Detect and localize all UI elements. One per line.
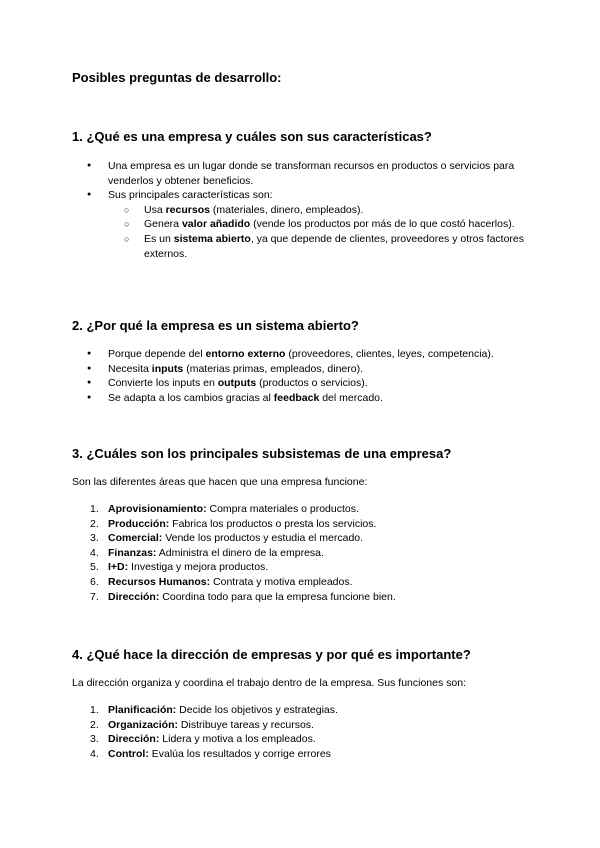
sub-list: [108, 203, 532, 261]
sub-list-item: ○ Genera valor añadido (vende los productos por más de lo que costó hacerlos).: [72, 217, 532, 232]
sub-list-item: ○ Es un sistema abierto, ya que depende de clientes, proveedores y otros factores externos.: [72, 232, 532, 261]
list-item: ● Una empresa es un lugar donde se transforman recursos en productos o servicios para venderlos y obtener beneficios.: [72, 159, 532, 188]
list-item: ● Sus principales características son: ○ Usa recursos (materiales, dinero, empleados). ○ Genera valor añadido (vende los productos por más de lo que costó hacerlos). ○ Es un sistema abierto, ya que depende de clientes, proveedores y otros factores externos.: [72, 188, 532, 261]
section-4-heading: 4. ¿Qué hace la dirección de empresas y por qué es importante?: [72, 647, 471, 662]
list-item: ● Necesita inputs (materias primas, empleados, dinero).: [72, 362, 532, 377]
list-item: 2. Organización: Distribuye tareas y recursos.: [90, 718, 314, 731]
sub-list-item: ○ Usa recursos (materiales, dinero, empleados).: [72, 203, 532, 218]
list-item: 4. Finanzas: Administra el dinero de la empresa.: [90, 546, 324, 559]
list-item: 3. Dirección: Lidera y motiva a los empleados.: [90, 733, 316, 746]
list-item: 7. Dirección: Coordina todo para que la empresa funcione bien.: [90, 590, 396, 603]
section-4-intro: La dirección organiza y coordina el trabajo dentro de la empresa. Sus funciones son:: [72, 677, 466, 689]
list-item: 5. I+D: Investiga y mejora productos.: [90, 561, 269, 574]
list-item: 2. Producción: Fabrica los productos o presta los servicios.: [90, 517, 377, 530]
section-3-intro: Son las diferentes áreas que hacen que una empresa funcione:: [72, 476, 368, 488]
list-item: ● Porque depende del entorno externo (proveedores, clientes, leyes, competencia).: [72, 347, 532, 362]
section-3-heading: 3. ¿Cuáles son los principales subsistemas de una empresa?: [72, 446, 452, 461]
list-item: 1. Aprovisionamiento: Compra materiales o productos.: [90, 503, 359, 515]
list-item: 4. Control: Evalúa los resultados y corrige errores: [90, 747, 331, 760]
section-1-list: [72, 159, 532, 261]
section-2-list: [72, 347, 532, 405]
list-item: 6. Recursos Humanos: Contrata y motiva empleados.: [90, 575, 353, 588]
list-item: 1. Planificación: Decide los objetivos y estrategias.: [90, 704, 338, 716]
section-4-list: [72, 703, 532, 761]
list-item: 3. Comercial: Vende los productos y estudia el mercado.: [90, 532, 364, 545]
section-2-heading: 2. ¿Por qué la empresa es un sistema abierto?: [72, 318, 359, 333]
section-1-heading: 1. ¿Qué es una empresa y cuáles son sus características?: [72, 129, 432, 144]
section-3-list: [72, 502, 532, 604]
document-title: Posibles preguntas de desarrollo:: [72, 70, 282, 85]
list-item: ● Convierte los inputs en outputs (productos o servicios).: [72, 376, 532, 391]
list-item: ● Se adapta a los cambios gracias al feedback del mercado.: [72, 391, 532, 406]
